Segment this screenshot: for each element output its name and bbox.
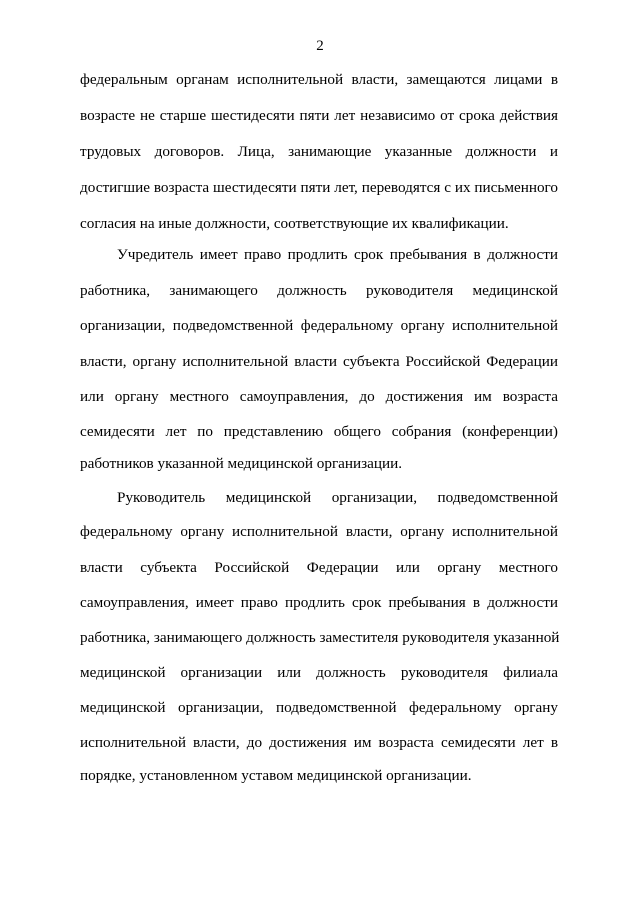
paragraph-3-line-3: власти субъекта Российской Федерации или органу местного (80, 559, 558, 576)
paragraph-1-line-4: достигшие возраста шестидесяти пяти лет, переводятся с их письменного (80, 179, 558, 196)
paragraph-2-line-7: работников указанной медицинской организации. (80, 455, 403, 472)
paragraph-1-line-3: трудовых договоров. Лица, занимающие указанные должности и (80, 143, 558, 160)
paragraph-3-line-5: работника, занимающего должность заместителя руководителя указанной (80, 629, 560, 646)
paragraph-2-line-5: или органу местного самоуправления, до достижения им возраста (80, 388, 558, 405)
paragraph-3-line-6: медицинской организации или должность руководителя филиала (80, 664, 558, 681)
paragraph-2-line-2: работника, занимающего должность руководителя медицинской (80, 282, 558, 299)
paragraph-3-line-8: исполнительной власти, до достижения им возраста семидесяти лет в (80, 734, 558, 751)
page-number: 2 (316, 38, 324, 54)
paragraph-1-line-2: возрасте не старше шестидесяти пяти лет независимо от срока действия (80, 107, 558, 124)
paragraph-3-line-9: порядке, установленном уставом медицинской организации. (80, 767, 472, 784)
paragraph-2-line-4: власти, органу исполнительной власти субъекта Российской Федерации (80, 353, 558, 370)
paragraph-1-line-5: согласия на иные должности, соответствующие их квалификации. (80, 215, 509, 232)
paragraph-1-line-1: федеральным органам исполнительной власти, замещаются лицами в (80, 71, 558, 88)
paragraph-2-line-6: семидесяти лет по представлению общего собрания (конференции) (80, 423, 558, 440)
paragraph-3-line-7: медицинской организации, подведомственной федеральному органу (80, 699, 558, 716)
paragraph-3-line-1: Руководитель медицинской организации, подведомственной (117, 489, 558, 506)
paragraph-3-line-4: самоуправления, имеет право продлить срок пребывания в должности (80, 594, 558, 611)
paragraph-3-line-2: федеральному органу исполнительной власти, органу исполнительной (80, 523, 558, 540)
paragraph-2-line-3: организации, подведомственной федеральному органу исполнительной (80, 317, 558, 334)
paragraph-2-line-1: Учредитель имеет право продлить срок пребывания в должности (117, 246, 558, 263)
